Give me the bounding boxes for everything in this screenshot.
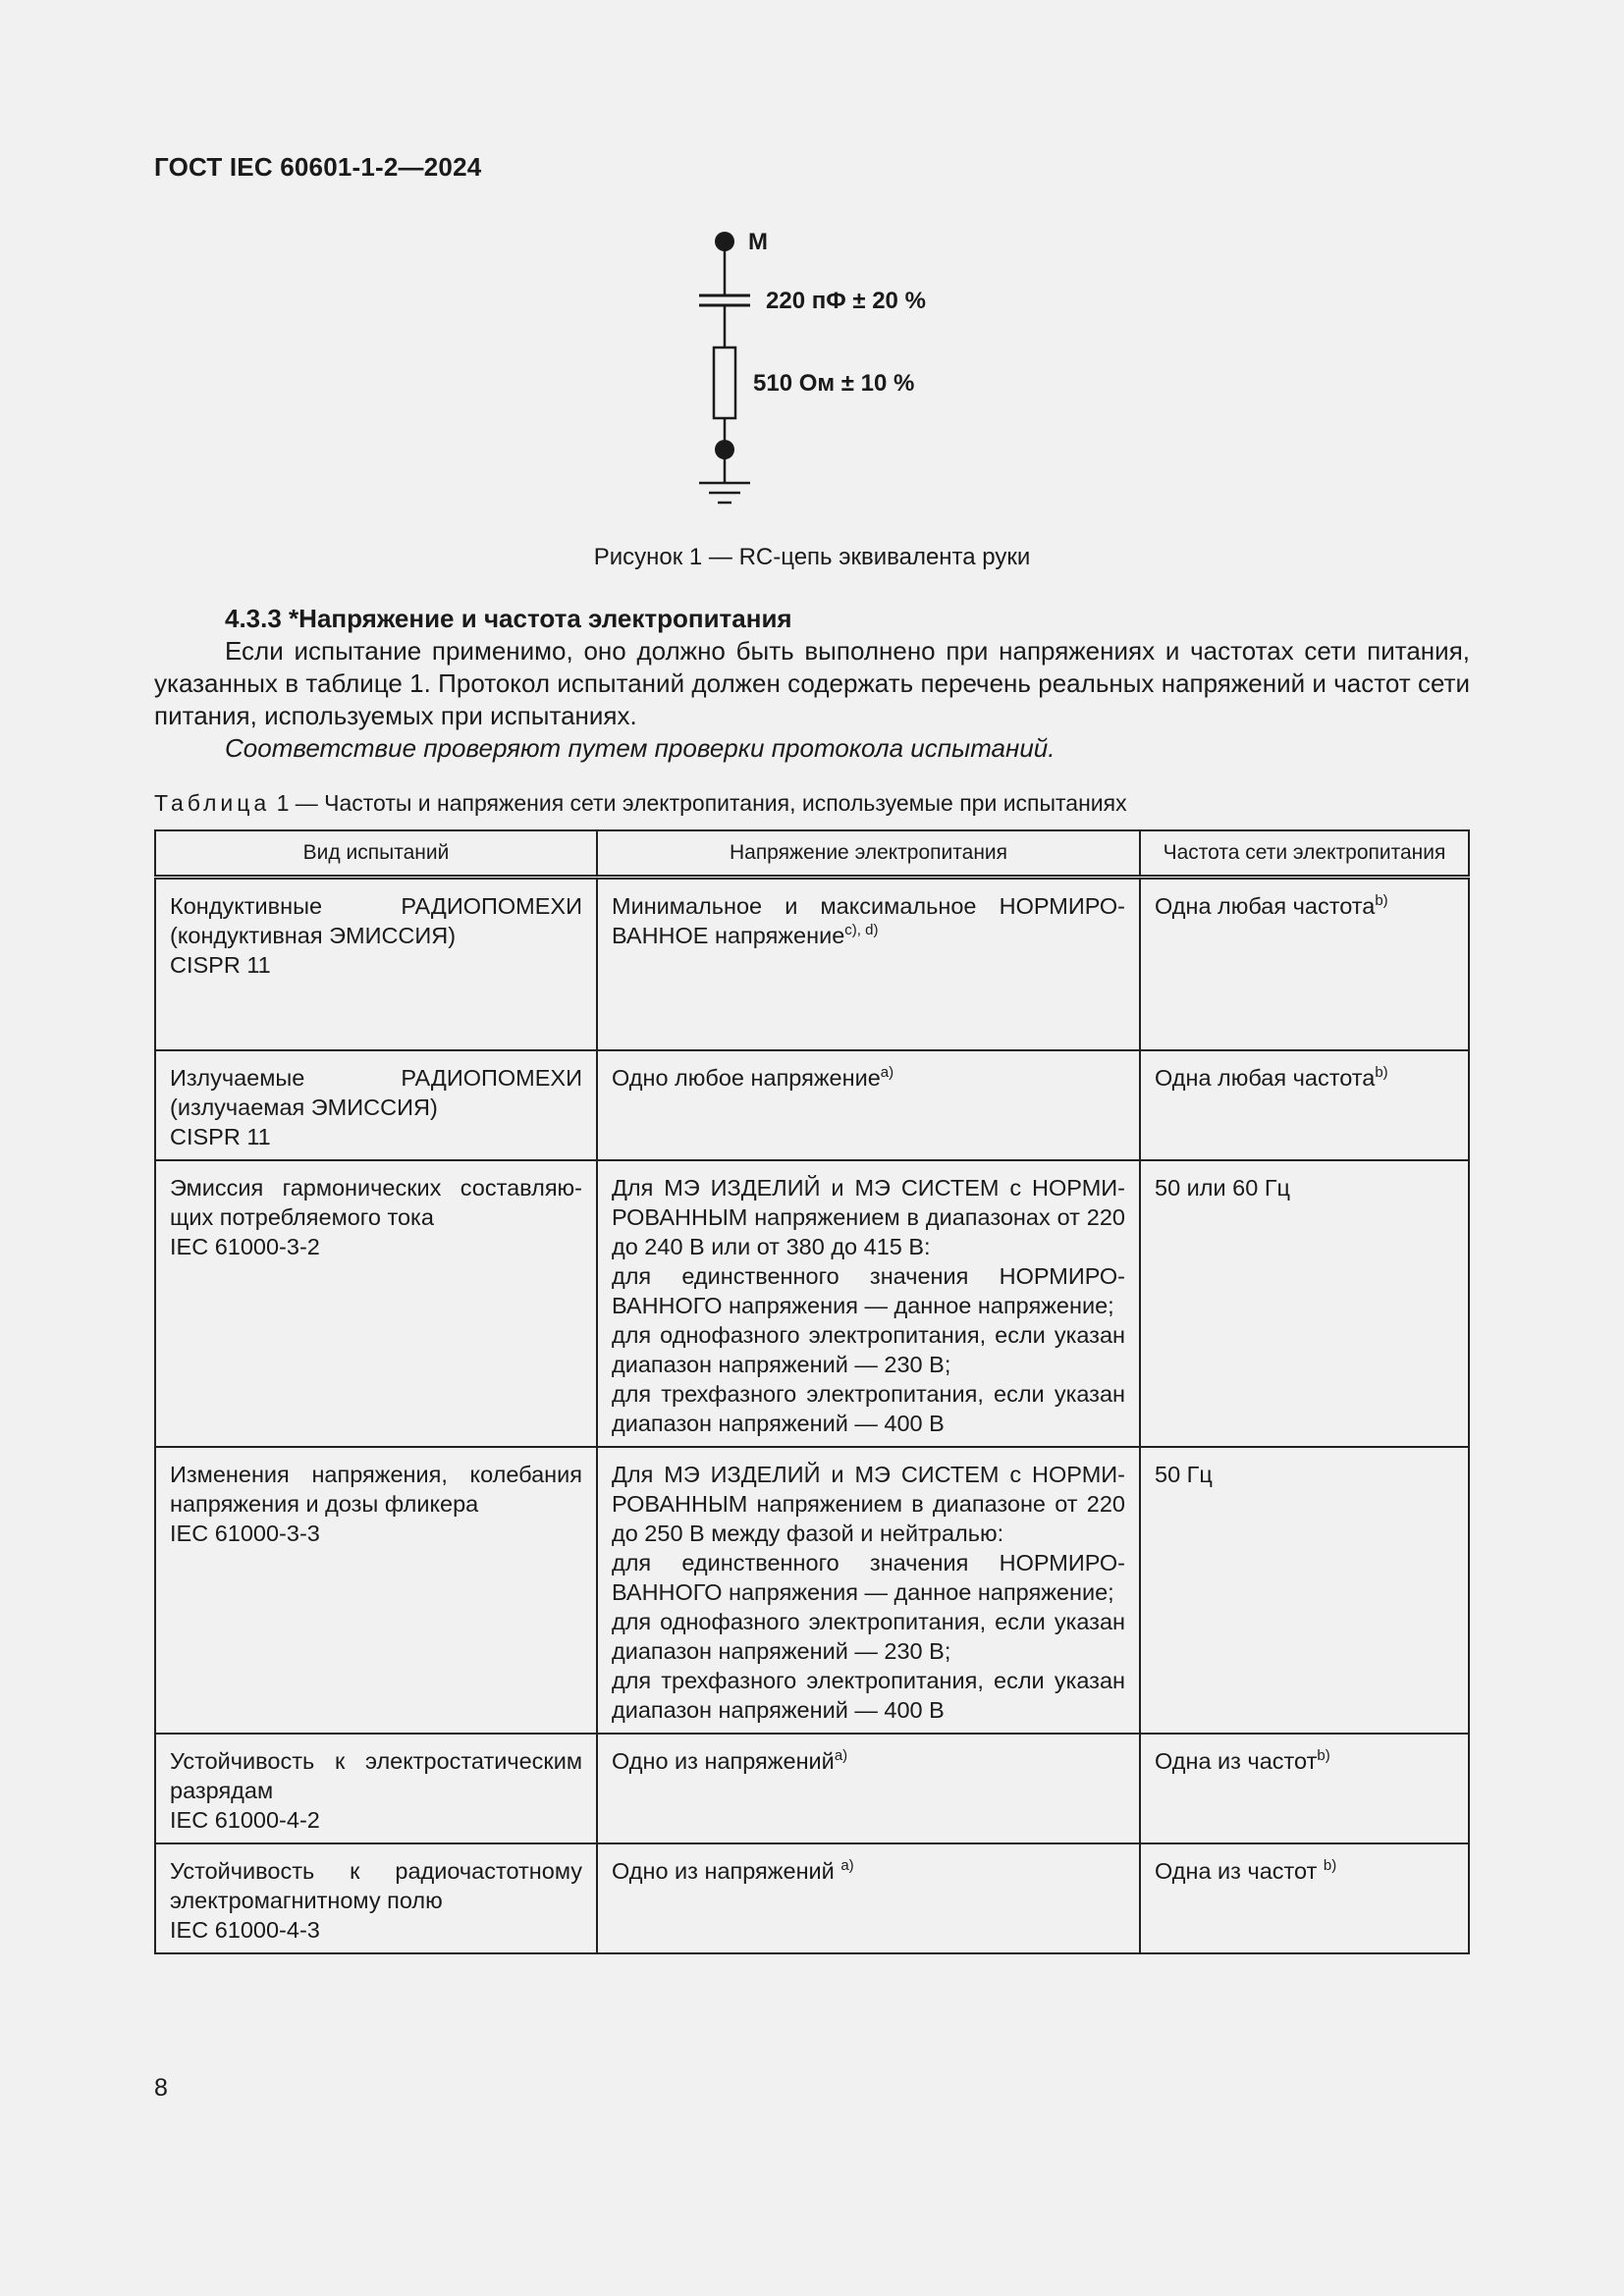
- ground-symbol: [699, 483, 750, 503]
- table-row: [155, 1050, 1469, 1160]
- capacitor-label: 220 пФ ± 20 %: [766, 288, 926, 314]
- test-cell: Излучаемые РАДИОПОМЕХИ (излучаемая ЭМИССИЯ) CISPR 11: [155, 1050, 597, 1160]
- test-cell: Изменения напряжения, колебания напряжения и дозы фликера IEC 61000-3-3: [155, 1447, 597, 1734]
- section-paragraph: Если испытание применимо, оно должно быть выполнено при напряжениях и частотах сети питания, указанных в таблице 1. Протокол испытаний должен содержать перечень реальных напряжений и частот сети питания, используемых при испытаниях.: [154, 636, 1470, 730]
- resistor-symbol: [714, 347, 735, 418]
- voltage-cell: Одно из напряжений $^{a)}$: [597, 1843, 1140, 1953]
- page-number: 8: [154, 2074, 168, 2102]
- table-row: [155, 1160, 1469, 1447]
- rc-circuit-diagram: [677, 216, 992, 520]
- test-cell: Устойчивость к электростатическим разрядам IEC 61000-4-2: [155, 1734, 597, 1843]
- frequency-cell: Одна любая частота$^{b)}$: [1140, 878, 1469, 1050]
- header-test-type: Вид испытаний: [155, 830, 597, 878]
- voltage-cell: Одно из напряжений$^{a)}$: [597, 1734, 1140, 1843]
- table-caption-label: Таблица: [154, 790, 271, 816]
- header-voltage: Напряжение электропитания: [597, 830, 1140, 878]
- frequency-cell: Одна из частот $^{b)}$: [1140, 1843, 1469, 1953]
- table-row: [155, 1447, 1469, 1734]
- figure-caption: Рисунок 1 — RC-цепь эквивалента руки: [593, 544, 1031, 570]
- document-id-header: ГОСТ IEC 60601-1-2—2024: [154, 152, 482, 182]
- section-title: 4.3.3 *Напряжение и частота электропитания: [225, 604, 792, 633]
- footnote-ref: a): [840, 1856, 854, 1874]
- test-cell: Устойчивость к радиочастотному электромагнитному полю IEC 61000-4-3: [155, 1843, 597, 1953]
- ground-node: [715, 440, 734, 459]
- frequency-cell: 50 или 60 Гц: [1140, 1160, 1469, 1447]
- table-caption: [154, 790, 1127, 817]
- table-caption-text: 1 — Частоты и напряжения сети электропитания, используемые при испытаниях: [270, 790, 1127, 816]
- resistor-label: 510 Ом ± 10 %: [753, 370, 915, 397]
- compliance-statement: Соответствие проверяют путем проверки протокола испытаний.: [225, 733, 1056, 763]
- header-frequency: Частота сети электропитания: [1140, 830, 1469, 878]
- frequency-cell: Одна из частот$^{b)}$: [1140, 1734, 1469, 1843]
- voltage-cell: Для МЭ ИЗДЕЛИЙ и МЭ СИСТЕМ с НОРМИРОВАННЫМ напряжением в диапазоне от 220 до 250 В между фазой и нейтралью: для единственного значения НОРМИРОВАННОГО напряжения — данное напряжение; для однофазного электропитания, если указан диапазон напряжений — 230 В; для трехфазного электропитания, если указан диапазон напряжений — 400 В: [597, 1447, 1140, 1734]
- footnote-ref: b): [1375, 892, 1388, 909]
- frequency-cell: 50 Гц: [1140, 1447, 1469, 1734]
- table-row: [155, 1843, 1469, 1953]
- footnote-ref: b): [1323, 1856, 1337, 1874]
- test-cell: Кондуктивные РАДИОПОМЕХИ (кондуктивная ЭМИССИЯ) CISPR 11: [155, 878, 597, 1050]
- voltage-cell: Минимальное и максимальное НОРМИРОВАННОЕ напряжение$^{c), d)}$: [597, 878, 1140, 1050]
- table-row: [155, 878, 1469, 1050]
- voltage-cell: Для МЭ ИЗДЕЛИЙ и МЭ СИСТЕМ с НОРМИРОВАННЫМ напряжением в диапазонах от 220 до 240 В или от 380 до 415 В: для единственного значения НОРМИРОВАННОГО напряжения — данное напряжение; для однофазного электропитания, если указан диапазон напряжений — 230 В; для трехфазного электропитания, если указан диапазон напряжений — 400 В: [597, 1160, 1140, 1447]
- table-header-row: [155, 830, 1469, 878]
- footnote-ref: a): [834, 1746, 848, 1764]
- footnote-ref: c), d): [844, 922, 879, 938]
- frequency-cell: Одна любая частота$^{b)}$: [1140, 1050, 1469, 1160]
- footnote-ref: a): [880, 1063, 894, 1081]
- table-row: [155, 1734, 1469, 1843]
- node-m-label: M: [748, 229, 768, 255]
- footnote-ref: b): [1375, 1063, 1388, 1081]
- test-conditions-table: [154, 829, 1470, 1954]
- section-4-3-3: [154, 603, 1470, 765]
- test-cell: Эмиссия гармонических составляющих потребляемого тока IEC 61000-3-2: [155, 1160, 597, 1447]
- voltage-cell: Одно любое напряжение$^{a)}$: [597, 1050, 1140, 1160]
- footnote-ref: b): [1317, 1746, 1330, 1764]
